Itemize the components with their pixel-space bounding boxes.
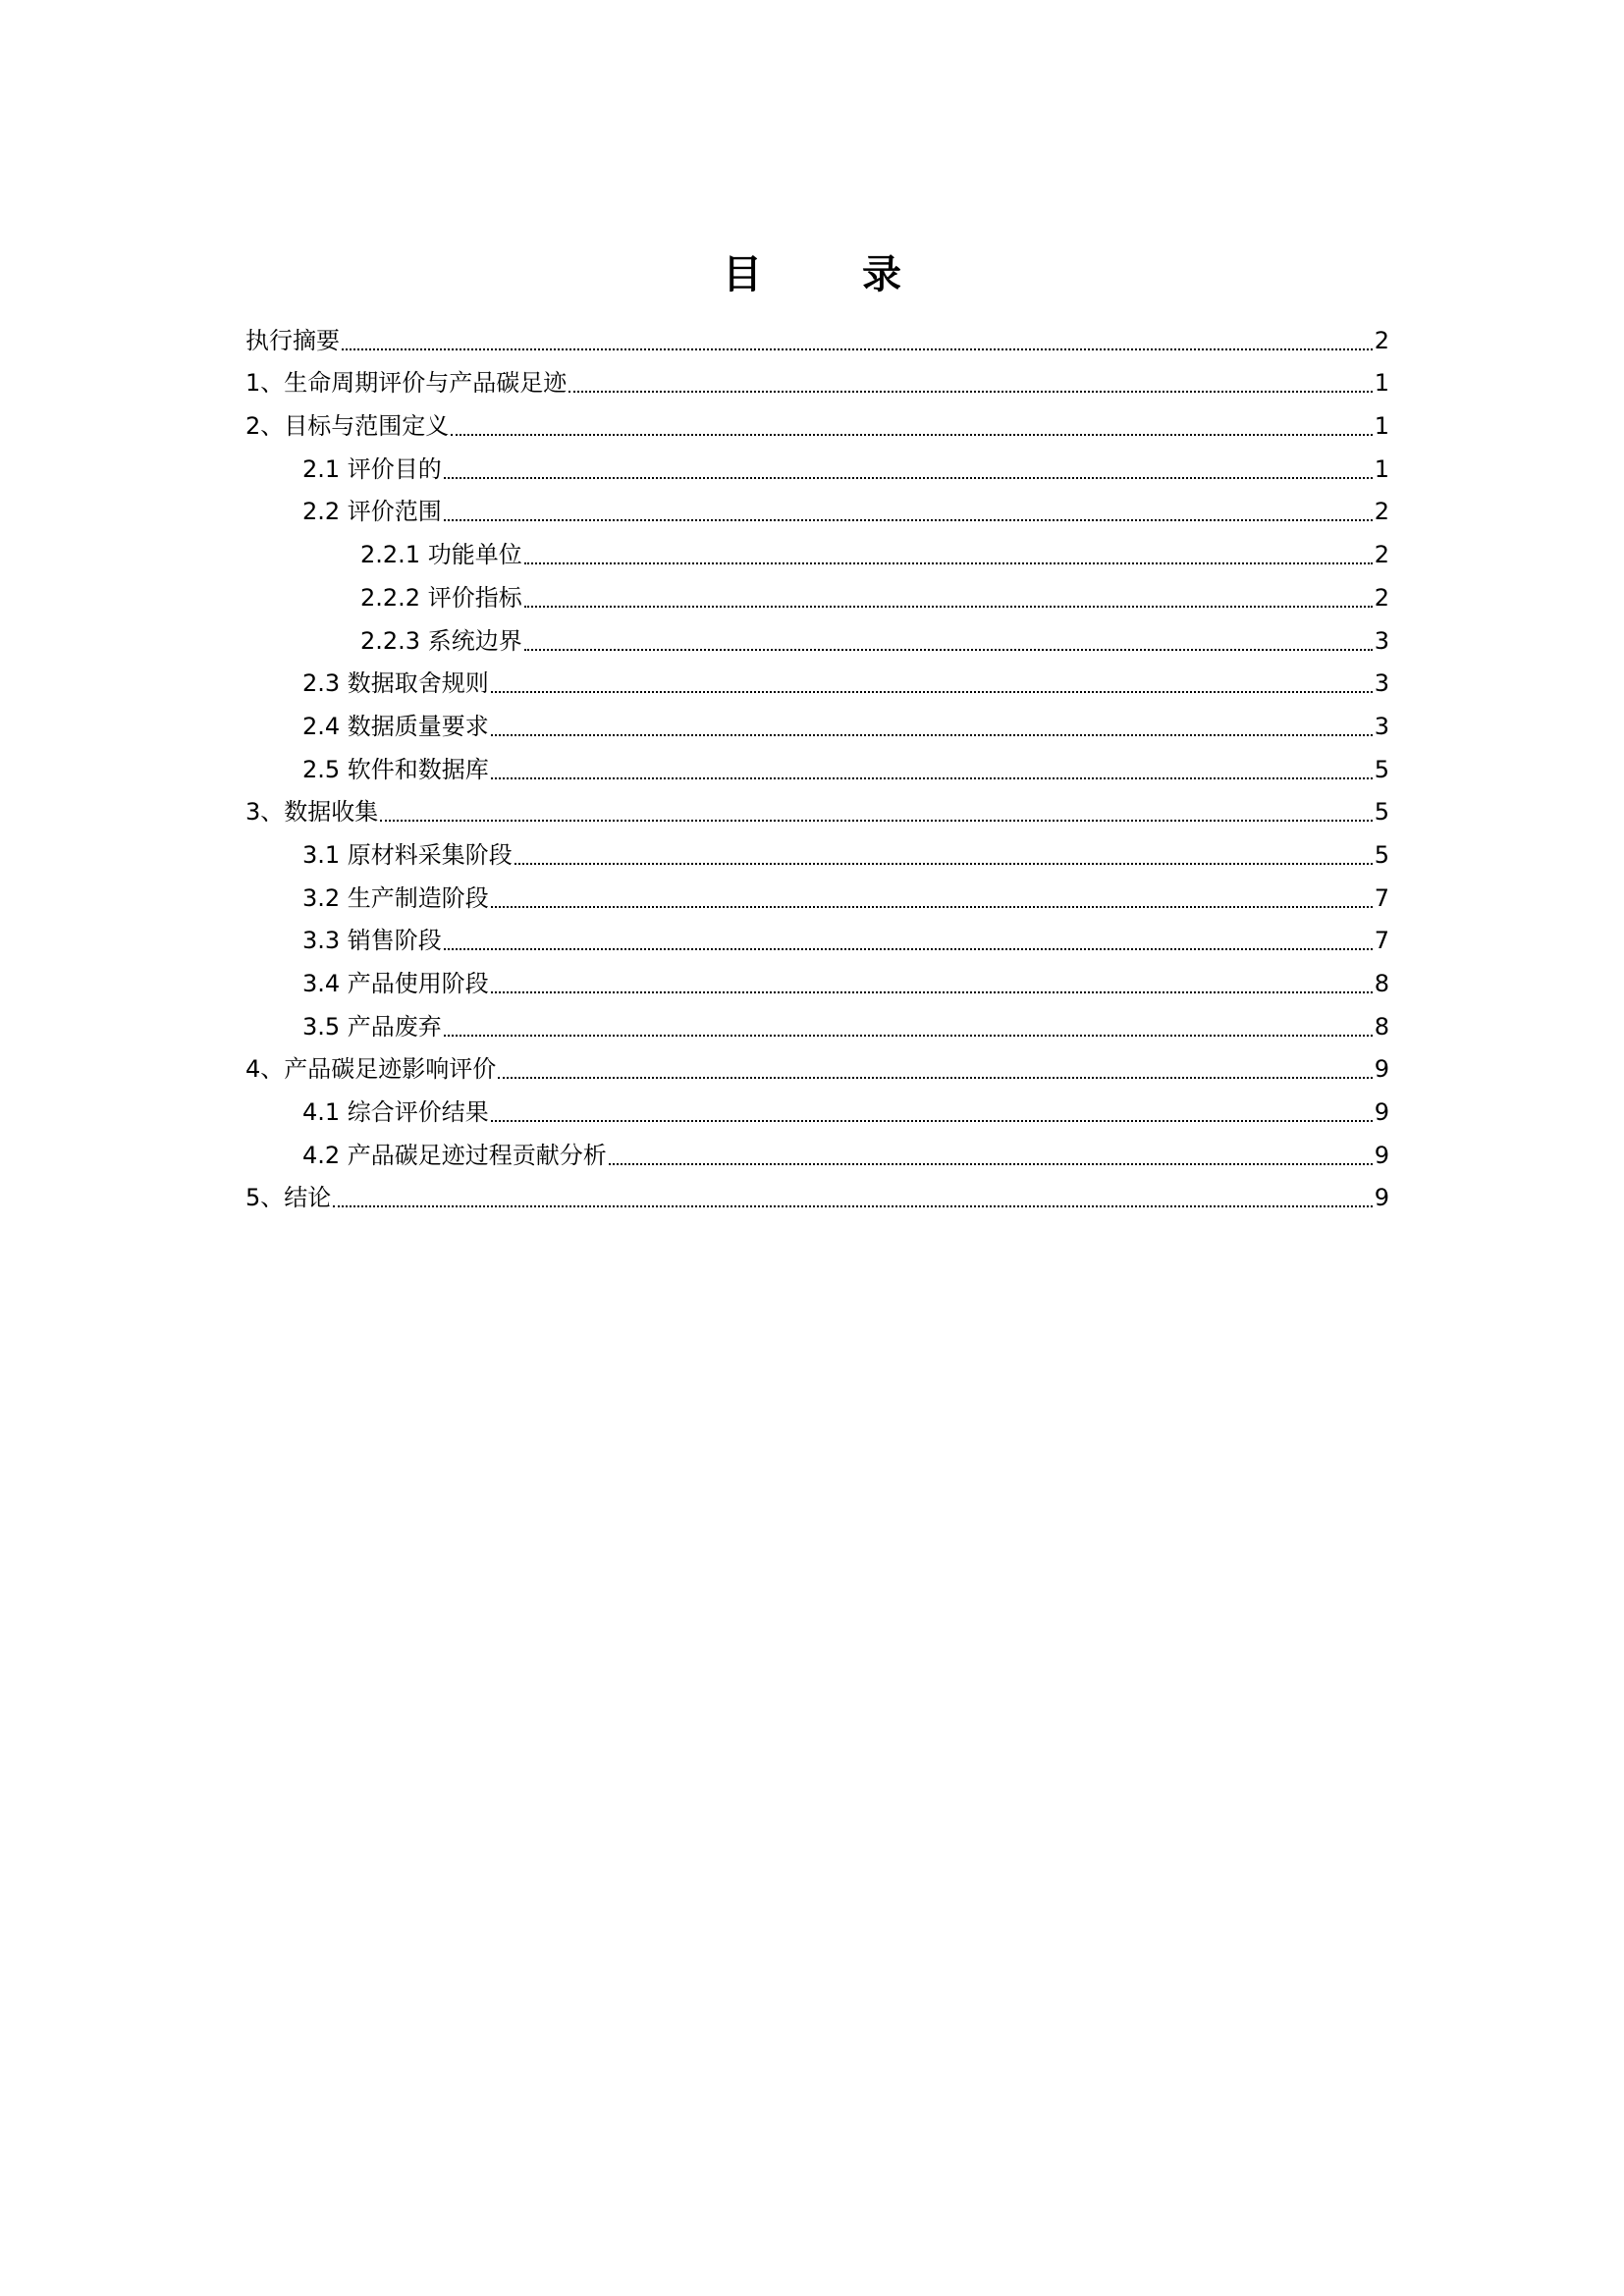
toc-entry[interactable]	[245, 872, 1389, 915]
toc-dot-leader	[451, 434, 1372, 436]
toc-entry-page-number: 2	[1374, 583, 1389, 612]
toc-entry[interactable]	[245, 1000, 1389, 1043]
toc-entry-label: 4.1 综合评价结果	[302, 1098, 489, 1127]
toc-entry-label: 3.1 原材料采集阶段	[302, 840, 513, 869]
toc-entry-page-number: 1	[1374, 412, 1389, 441]
toc-entry-label: 4.2 产品碳足迹过程贡献分析	[302, 1141, 607, 1169]
toc-entry-page-number: 3	[1374, 626, 1389, 655]
toc-entry-label: 2.5 软件和数据库	[302, 755, 489, 783]
toc-entry-page-number: 7	[1374, 883, 1389, 912]
toc-dot-leader	[609, 1163, 1373, 1165]
table-of-contents	[245, 314, 1389, 1214]
toc-entry-page-number: 5	[1374, 755, 1389, 783]
toc-entry[interactable]	[245, 486, 1389, 529]
toc-dot-leader	[444, 1035, 1373, 1037]
toc-entry[interactable]	[245, 357, 1389, 400]
toc-entry-label: 2.1 评价目的	[302, 454, 442, 483]
toc-dot-leader	[568, 391, 1372, 393]
toc-entry-page-number: 8	[1374, 970, 1389, 997]
toc-dot-leader	[491, 691, 1373, 693]
toc-dot-leader	[491, 1120, 1373, 1122]
toc-dot-leader	[514, 863, 1373, 865]
toc-entry-label: 2.2.1 功能单位	[360, 541, 522, 569]
toc-entry-page-number: 7	[1374, 927, 1389, 955]
toc-entry-page-number: 5	[1374, 798, 1389, 827]
toc-title: 目 录	[723, 252, 945, 297]
toc-entry-label: 3.4 产品使用阶段	[302, 970, 489, 997]
toc-entry-page-number: 9	[1374, 1098, 1389, 1127]
toc-entry-label: 2.2.3 系统边界	[360, 626, 522, 655]
toc-entry-label: 3、数据收集	[245, 798, 379, 827]
toc-entry-label: 3.2 生产制造阶段	[302, 883, 489, 912]
toc-entry-label: 3.5 产品废弃	[302, 1012, 442, 1041]
toc-dot-leader	[491, 777, 1373, 779]
toc-entry-page-number: 8	[1374, 1012, 1389, 1041]
toc-entry-label: 2、目标与范围定义	[245, 412, 450, 441]
toc-entry[interactable]	[245, 1043, 1389, 1087]
toc-entry-page-number: 2	[1374, 498, 1389, 526]
toc-entry-page-number: 9	[1374, 1141, 1389, 1169]
toc-entry[interactable]	[245, 828, 1389, 872]
toc-dot-leader	[524, 649, 1373, 651]
toc-entry-label: 4、产品碳足迹影响评价	[245, 1055, 497, 1084]
toc-entry-label: 3.3 销售阶段	[302, 927, 442, 955]
toc-entry[interactable]	[245, 400, 1389, 443]
toc-entry-page-number: 3	[1374, 669, 1389, 698]
toc-entry[interactable]	[245, 700, 1389, 743]
toc-dot-leader	[491, 734, 1373, 736]
toc-dot-leader	[342, 348, 1373, 350]
toc-entry[interactable]	[245, 528, 1389, 571]
toc-entry[interactable]	[245, 1129, 1389, 1172]
toc-entry[interactable]	[245, 1172, 1389, 1215]
toc-entry-page-number: 9	[1374, 1184, 1389, 1212]
toc-entry-label: 执行摘要	[245, 326, 340, 354]
toc-entry[interactable]	[245, 571, 1389, 614]
toc-dot-leader	[498, 1077, 1372, 1079]
toc-entry[interactable]	[245, 314, 1389, 357]
toc-entry-page-number: 5	[1374, 840, 1389, 869]
toc-entry-label: 2.2 评价范围	[302, 498, 442, 526]
toc-entry-page-number: 1	[1374, 369, 1389, 398]
toc-entry-page-number: 2	[1374, 541, 1389, 569]
toc-entry[interactable]	[245, 915, 1389, 958]
toc-entry-page-number: 9	[1374, 1055, 1389, 1084]
toc-dot-leader	[524, 606, 1373, 608]
toc-entry-page-number: 1	[1374, 454, 1389, 483]
toc-dot-leader	[380, 820, 1372, 822]
toc-dot-leader	[444, 477, 1373, 479]
toc-entry-label: 1、生命周期评价与产品碳足迹	[245, 369, 568, 398]
toc-dot-leader	[491, 991, 1373, 993]
toc-entry-label: 2.2.2 评价指标	[360, 583, 522, 612]
toc-entry-label: 2.3 数据取舍规则	[302, 669, 489, 698]
toc-dot-leader	[491, 906, 1373, 908]
toc-entry-page-number: 3	[1374, 712, 1389, 740]
toc-dot-leader	[524, 562, 1373, 564]
toc-dot-leader	[444, 519, 1373, 521]
toc-entry[interactable]	[245, 786, 1389, 829]
toc-entry[interactable]	[245, 1086, 1389, 1129]
toc-entry[interactable]	[245, 743, 1389, 786]
toc-dot-leader	[333, 1205, 1372, 1207]
toc-entry-label: 2.4 数据质量要求	[302, 712, 489, 740]
toc-entry[interactable]	[245, 957, 1389, 1000]
toc-entry[interactable]	[245, 443, 1389, 486]
toc-entry-page-number: 2	[1374, 326, 1389, 354]
toc-entry[interactable]	[245, 658, 1389, 701]
toc-entry[interactable]	[245, 614, 1389, 658]
toc-entry-label: 5、结论	[245, 1184, 332, 1212]
toc-dot-leader	[444, 948, 1373, 950]
